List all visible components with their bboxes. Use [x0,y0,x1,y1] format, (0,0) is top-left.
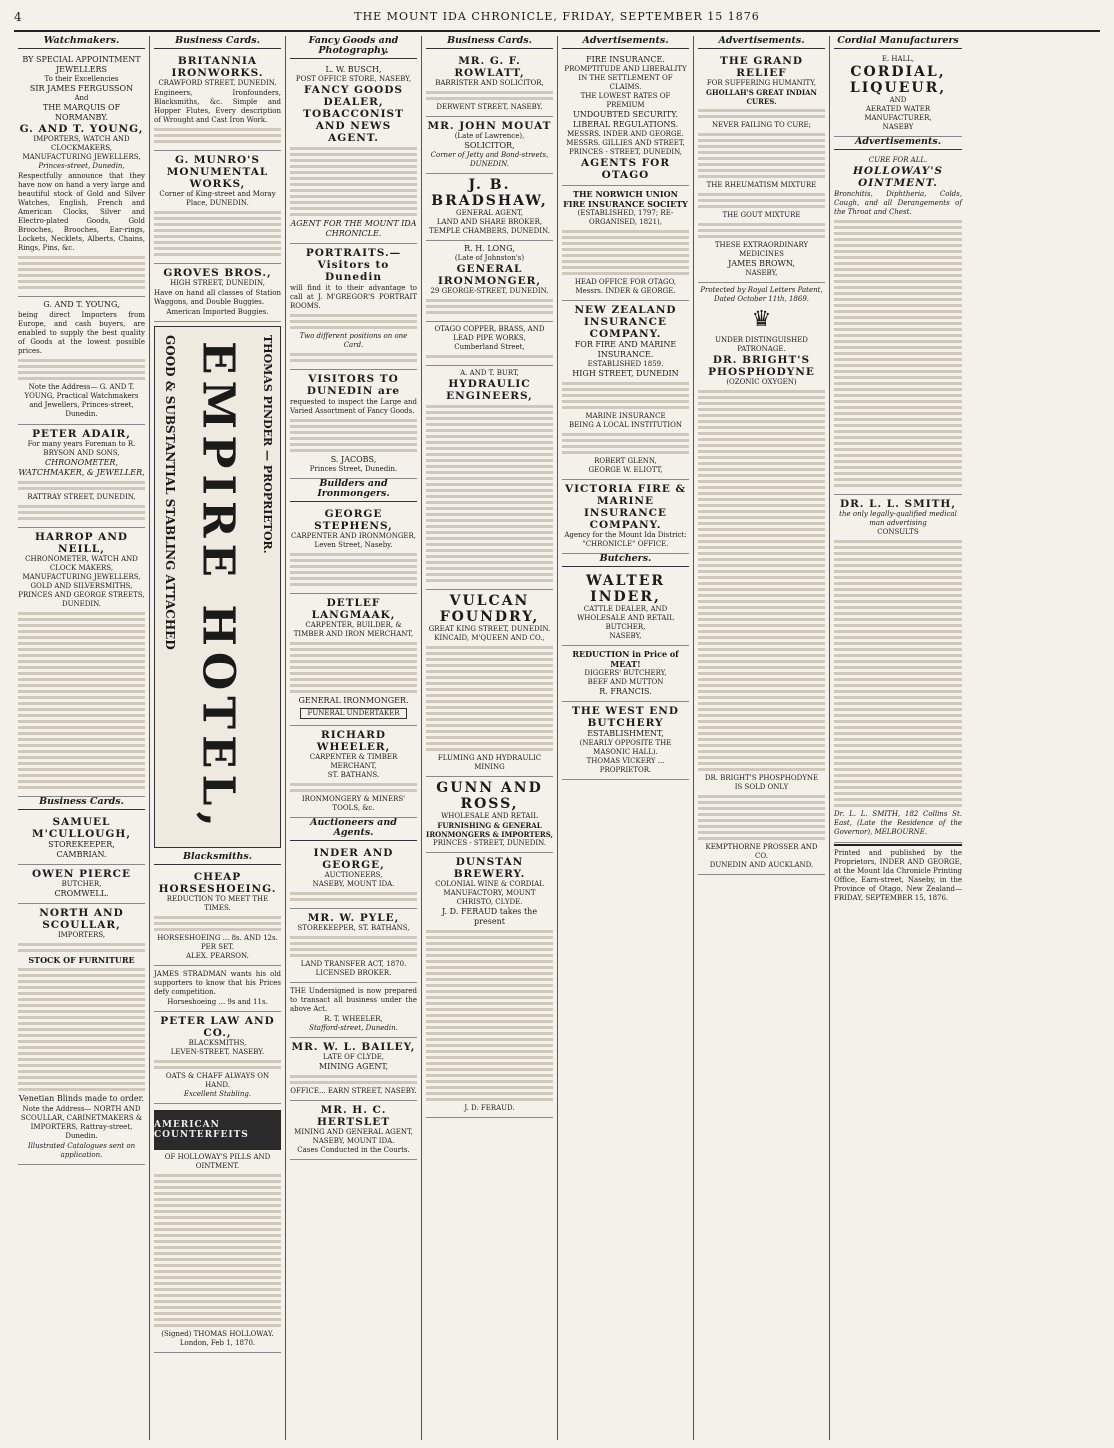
column-5 [558,36,694,1440]
masthead-title: THE MOUNT IDA CHRONICLE, FRIDAY, SEPTEMBER 15 1876 [354,10,760,23]
ad-body: Respectfully announce that they have now on hand a very large and beautiful stock of Gold and Silver Watches, English, French and American Clocks, Silver and Electro-plated Goods, Gold Brooches, Brooches, Ear-rings, Lockets, Necklets, Alberts, Chains, Rings, Pins, &c. [18,172,145,252]
ad-text: NEVER FAILING TO CURE; [712,121,811,129]
banner-stabling: GOOD & SUBSTANTIAL STABLING ATTACHED [163,335,177,650]
ad-subtitle: LATE OF CLYDE, [322,1053,385,1061]
ad-body: Bronchitis, Diphtheria, Colds, Cough, and all Derangements of the Throat and Chest. [834,190,962,216]
ad-address: OFFICE... EARN STREET, NASEBY. [290,1087,417,1095]
ad-diggers-butchery [562,646,689,702]
ad-title: VICTORIA FIRE & MARINE INSURANCE COMPANY. [564,483,687,531]
ad-subtitle: COLONIAL WINE & CORDIAL MANUFACTORY, MOUNT CHRISTO, CLYDE. [435,880,544,906]
ad-address: Cumberland Street, [454,343,525,351]
ad-price: Horseshoeing ... 9s and 11s. [167,998,268,1006]
ad-body: OATS & CHAFF ALWAYS ON HAND. [165,1072,270,1089]
ad-address: DERWENT STREET, NASEBY. [436,103,543,111]
ad-address: NASEBY, MOUNT IDA. [312,1137,395,1145]
ad-firm-name: A. AND T. BURT, [460,369,519,377]
ad-address: 29 GEORGE-STREET, DUNEDIN. [430,287,549,295]
ad-address: GREAT KING STREET, DUNEDIN. [428,625,551,633]
ad-john-mouat [426,117,553,174]
ad-text: UNDOUBTED SECURITY. [573,110,678,119]
ad-norwich-union [562,186,689,301]
ad-signature: (Signed) THOMAS HOLLOWAY. [161,1330,274,1338]
ad-name: ALEX. PEARSON. [186,952,249,960]
ad-address: PRINCES - STREET, DUNEDIN. [432,839,547,847]
ad-hertslet [290,1101,417,1160]
section-heading: Builders and Ironmongers. [290,479,417,502]
ad-title: NEW ZEALAND INSURANCE COMPANY. [574,304,677,340]
ad-note: Note the Address— G. AND T. YOUNG, Practical Watchmakers and Jewellers, Princes-street, Dunedin. [24,383,139,418]
ad-address: CRAWFORD STREET, DUNEDIN. [158,79,277,87]
royal-crest-icon: ♛ [751,307,772,332]
ad-title: STOCK OF FURNITURE [28,955,135,965]
ad-detlef-langmaak [290,594,417,726]
ad-footer: American Imported Buggies. [166,308,269,316]
ad-agent: GEORGE W. ELIOTT, [588,466,663,474]
ad-victoria-fire [562,480,689,554]
ad-subtitle: REDUCTION TO MEET THE TIMES. [166,895,269,912]
ad-footer: DR. BRIGHT'S PHOSPHODYNE [704,774,819,782]
section-heading: Business Cards. [18,797,145,810]
ad-title: CHRONOMETER, WATCHMAKER, & JEWELLER, [18,458,145,477]
ad-body: requested to inspect the Large and Varied Assortment of Fancy Goods. [290,398,417,415]
ad-title: HYDRAULIC ENGINEERS, [446,378,533,402]
ad-text: LIBERAL REGULATIONS. [572,120,679,129]
ad-subtitle: the only legally-qualified medical man advertising [839,510,957,527]
ad-subtitle: CONSULTS [877,528,919,536]
ad-marine: MARINE INSURANCE [585,412,666,420]
ad-agent: AGENT FOR THE MOUNT IDA CHRONICLE. [290,219,417,238]
section-heading: Fancy Goods and Photography. [290,36,417,59]
ad-address: NASEBY, MOUNT IDA. [312,880,395,888]
ad-established: ESTABLISHED 1859. [587,360,664,368]
ad-subtitle: ESTABLISHMENT, [587,729,664,738]
ad-dunstan-brewery [426,853,553,1118]
ad-subtitle: FOR FIRE AND MARINE INSURANCE. [574,340,677,359]
ad-firm-name: NORTH AND SCOULLAR, [39,907,124,931]
ad-address: DUNEDIN AND AUCKLAND. [709,861,814,869]
ad-rowlatt [426,52,553,117]
ad-title: PORTRAITS.—Visitors to Dunedin [305,247,402,283]
ad-price: HORSESHOEING ... 8s. AND 12s. PER SET. [157,934,278,951]
ad-walter-inder [562,570,689,646]
ad-busch [290,62,417,244]
ad-holloways-ointment [834,153,962,495]
ad-subtitle: (Late of Johnston's) [454,254,525,262]
ad-subtitle: BEEF AND MUTTON [587,678,664,686]
ad-sold: IS SOLD ONLY [734,783,789,791]
ad-address: Leven Street, Naseby. [314,541,393,549]
page-number: 4 [14,10,22,24]
ad-subtitle: IMPORTERS, [57,931,106,939]
ad-general-ironmonger: GENERAL IRONMONGER. [298,696,409,705]
ad-footer: Cases Conducted in the Courts. [297,1146,410,1154]
ad-footer: Excellent Stabling. [183,1090,252,1098]
ad-inder-and-george [290,844,417,909]
ad-subtitle: (Late of Lawrence), [454,132,525,140]
ad-address: CAMBRIAN. [56,850,107,859]
ad-otago-copper [426,322,553,366]
ad-title: THE NORWICH UNION FIRE INSURANCE SOCIETY [563,189,688,209]
ad-body: JAMES STRADMAN wants his old supporters to know that his Prices defy competition. [154,970,281,996]
ad-catalogue-note: Illustrated Catalogues sent on application. [27,1142,136,1159]
ad-firm-name: INDER AND GEORGE, [313,847,394,871]
ad-subtitle: GENERAL AGENT, [456,209,523,217]
section-heading: Advertisements. [698,36,825,49]
ad-r-h-long [426,241,553,322]
ad-subtitle: IMPORTERS, WATCH AND CLOCKMAKERS, MANUFACTURING JEWELLERS, [22,135,141,161]
ad-nz-insurance [562,301,689,480]
ad-subtitle: AUCTIONEERS, [324,871,383,879]
ad-firm-name: L. W. BUSCH, [325,65,382,74]
ad-footer: FLUMING AND HYDRAULIC MINING [437,754,542,771]
ad-james-stradman [154,966,281,1012]
ad-title: GENERAL IRONMONGER, [437,263,542,287]
ad-text: THE RHEUMATISM MIXTURE [706,181,817,189]
ad-cheap-horseshoeing [154,868,281,966]
ad-harrop-and-neill [18,528,145,797]
ad-body: Agency for the Mount Ida District: "CHRONICLE" OFFICE. [564,531,687,548]
empire-hotel-banner [154,326,281,848]
ad-subtitle: (OZONIC OXYGEN) [726,378,797,386]
ad-george-stephens [290,505,417,594]
ad-groves-bros [154,264,281,322]
ad-firm-name: DIGGERS' BUTCHERY, [584,669,667,677]
ad-heading: OF HOLLOWAY'S PILLS AND OINTMENT. [164,1153,271,1170]
ad-firm-name: PETER LAW AND CO., [160,1015,275,1039]
ad-firm-name: GEORGE STEPHENS, [314,508,393,532]
ad-address: CROMWELL. [54,889,109,898]
section-heading: Business Cards. [426,36,553,49]
ad-peter-law [154,1012,281,1104]
ad-firm-name: E. HALL, [881,55,915,63]
ad-subtitle: KINCAID, M'QUEEN AND CO., [434,634,545,642]
ad-patronage: UNDER DISTINGUISHED PATRONAGE. [715,336,808,353]
ad-subtitle: CARPENTER AND IRONMONGER, [290,532,417,540]
ad-title: DR. BRIGHT'S PHOSPHODYNE [708,354,815,378]
ad-agents: KEMPTHORNE PROSSER AND CO. [705,843,818,860]
column-7 [830,36,966,1440]
ad-e-hall [834,52,962,137]
ad-firm-name: PETER ADAIR, [32,428,131,440]
ad-grand-relief [698,52,825,283]
ad-title: FURNISHING & GENERAL IRONMONGERS & IMPORTERS, [426,821,553,839]
ad-title: OTAGO COPPER, BRASS, AND LEAD PIPE WORKS, [434,325,545,342]
ad-firm-name: G. MUNRO'S MONUMENTAL WORKS, [166,154,269,190]
ad-title: THE GRAND RELIEF [720,55,803,79]
ad-w-l-bailey [290,1038,417,1101]
ad-firm-name: MR. W. L. BAILEY, [291,1041,416,1053]
ad-name: THOMAS VICKERY ... PROPRIETOR. [586,757,665,774]
ad-firm-name: WALTER INDER, [585,573,666,605]
ad-text: PROMPTITUDE AND LIBERALITY IN THE SETTLEMENT OF CLAIMS. [564,65,687,91]
column-2 [150,36,286,1440]
ad-peter-adair [18,425,145,528]
ad-title: LAND AND SHARE BROKER, [436,218,543,226]
ad-samuel-mcullough [18,813,145,865]
ad-firm-name: CHEAP HORSESHOEING. [158,871,277,895]
ad-body: will find it to their advantage to call at J. M'GREGOR'S PORTRAIT ROOMS. [290,284,417,310]
ad-gunn-and-ross [426,777,553,853]
ad-firm-name: BRITANNIA IRONWORKS. [171,55,264,79]
column-3 [286,36,422,1440]
ad-text: THE LOWEST RATES OF PREMIUM [580,92,671,109]
ad-signature: J. D. FERAUD. [464,1104,515,1112]
ad-address: PRINCES - STREET, DUNEDIN, [568,148,683,156]
ad-agents: Messrs. INDER & GEORGE. [575,287,676,295]
ad-text: THE GOUT MIXTURE [722,211,801,219]
ad-firm-name: G. AND T. YOUNG, [43,300,120,309]
ad-holloway-counterfeits [154,1104,281,1353]
ad-firm-name: DR. L. L. SMITH, [839,498,957,510]
ad-firm-name: GROVES BROS., [163,267,272,279]
ad-g-and-t-young [18,52,145,297]
section-heading: Blacksmiths. [154,852,281,865]
ad-local: BEING A LOCAL INSTITUTION [569,421,682,429]
ad-subtitle: STOREKEEPER, ST. BATHANS, [297,924,410,932]
ad-address: Stafford-street, Dunedin. [309,1024,398,1032]
ad-firm-name: OWEN PIERCE [31,868,132,880]
ad-text: GHOLLAH'S GREAT INDIAN CURES. [706,88,817,106]
ad-subtitle: BUTCHER, [61,880,102,888]
ad-footer: HEAD OFFICE FOR OTAGO, [574,278,677,286]
ad-subtitle: CARPENTER, BUILDER, & TIMBER AND IRON MERCHANT, [293,621,414,638]
ad-title: DUNSTAN BREWERY. [453,856,526,880]
ad-footer: Venetian Blinds made to order. [18,1094,145,1103]
ad-address: POST OFFICE STORE, NASEBY, [295,75,412,83]
ad-footer: FUNERAL UNDERTAKER [300,708,407,719]
ad-firm-name: VULCAN FOUNDRY, [439,593,540,625]
section-heading: Advertisements. [834,137,962,150]
ad-firm-name: DETLEF LANGMAAK, [311,597,396,621]
ad-address: ST. BATHANS. [327,771,380,779]
newspaper-columns [14,36,1104,1440]
ad-bradshaw [426,174,553,241]
ad-heading: BY SPECIAL APPOINTMENT JEWELLERS [22,55,141,74]
ad-firm-name: SAMUEL M'CULLOUGH, [32,816,131,840]
ad-subtitle: AND [889,96,907,104]
ad-visitors-to-dunedin [290,370,417,479]
ad-date: London, Feb 1, 1870. [179,1339,256,1347]
ad-title: CORDIAL, LIQUEUR, [849,64,947,96]
ad-note: Two different positions on one Card. [299,332,408,349]
ad-firm-name: MR. H. C. HERTSLET [316,1104,391,1128]
ad-address: Corner of King-street and Moray Place, DUNEDIN. [159,190,276,207]
ad-text: SIR JAMES FERGUSSON [29,84,134,93]
section-heading: Watchmakers. [18,36,145,49]
ad-text: And [74,94,89,102]
ad-subtitle: CARPENTER & TIMBER MERCHANT, [309,753,398,770]
column-1 [14,36,150,1440]
ad-west-end-butchery [562,702,689,780]
section-heading: Advertisements. [562,36,689,49]
ad-note: Note the Address— NORTH AND SCOULLAR, CABINETMAKERS & IMPORTERS, Rattray-street, Dunedin. [20,1105,143,1140]
ad-footer: Dr. L. L. SMITH, 182 Collins St. East, (Late the Residence of the Governor), MELBOURNE. [834,810,962,836]
ad-body: Have on hand all classes of Station Waggons, and Double Buggies. [154,289,281,306]
ad-firm-name: HARROP AND NEILL, [34,531,129,555]
ad-body: being direct Importers from Europe, and cash buyers, are enabled to supply the best quality of Goods at the lowest possible prices. [18,311,145,355]
ad-firm-name: J. D. FERAUD takes the present [441,907,538,926]
ad-subtitle: AERATED WATER MANUFACTURER, [864,105,932,122]
ad-subtitle: CATTLE DEALER, AND WHOLESALE AND RETAIL BUTCHER, [577,605,674,631]
ad-footer: LICENSED BROKER. [315,969,392,977]
ad-britannia-ironworks [154,52,281,151]
ad-agent: ROBERT GLENN, [594,457,657,465]
ad-address: (NEARLY OPPOSITE THE MASONIC HALL). [579,739,672,756]
page-header [14,8,1100,32]
ad-phosphodyne [698,283,825,875]
ad-address: NASEBY, [609,632,642,640]
ad-owen-pierce [18,865,145,904]
ad-name: R. T. WHEELER, [324,1015,383,1023]
ad-address: LEVEN-STREET, NASEBY. [170,1048,265,1056]
ad-firm-name: RICHARD WHEELER, [316,729,391,753]
ad-address: PRINCES AND GEORGE STREETS, DUNEDIN. [18,591,145,608]
ad-address: Princes Street, Dunedin. [309,465,398,473]
ad-address: RATTRAY STREET, DUNEDIN, [27,493,136,501]
ad-name: R. FRANCIS. [599,687,652,696]
ad-tag: CURE FOR ALL. [868,156,928,164]
section-heading: Auctioneers and Agents. [290,818,417,841]
ad-title: REDUCTION in Price of MEAT! [572,649,679,669]
ad-a-and-t-burt [426,366,553,590]
banner-proprietor: THOMAS PINDER — PROPRIETOR. [261,335,274,554]
ad-address: Princes-street, Dunedin, [38,162,125,170]
ad-subtitle: (ESTABLISHED, 1797; RE-ORGANISED, 1821), [577,209,674,226]
ad-vulcan-foundry [426,590,553,777]
ad-address: NASEBY [882,123,914,131]
ad-firm-name: MR. JOHN MOUAT [427,120,552,132]
ad-title: FANCY GOODS DEALER, TOBACCONIST AND NEWS AGENT. [303,84,404,144]
ad-firm-name: MR. G. F. ROWLATT, [454,55,525,79]
ad-subtitle: WHOLESALE AND RETAIL [441,812,538,820]
imprint: Printed and published by the Proprietors, INDER AND GEORGE, at the Mount Ida Chronicle Printing Office, Earn-street, Naseby, in the Province of Otago, New Zealand—FRIDAY, SEPTEMBER 15, 1876. [834,844,962,903]
ad-address: NASEBY, [745,269,778,277]
ad-text: THESE EXTRAORDINARY MEDICINES [714,241,809,258]
ad-firm-name: S. JACOBS, [330,455,377,464]
ad-subtitle: FOR SUFFERING HUMANITY, [706,79,817,87]
ad-subtitle: BLACKSMITHS, [188,1039,247,1047]
ad-portraits [290,244,417,370]
ad-title: FIRE INSURANCE. [586,55,665,64]
ad-address: Corner of Jetty and Bond-streets, DUNEDIN. [430,151,549,168]
ad-w-pyle [290,909,417,983]
ad-subtitle: AGENTS FOR OTAGO [580,157,671,181]
ad-subtitle: GOLD AND SILVERSMITHS, [30,582,133,590]
ad-g-and-t-young-2 [18,297,145,425]
section-heading: Business Cards. [154,36,281,49]
banner-title: EMPIRE HOTEL, [192,341,244,833]
ad-firm-name: GUNN AND ROSS, [436,780,543,812]
ad-agents: MESSRS. INDER AND GEORGE. [567,130,684,138]
ad-subtitle: CHRONOMETER, WATCH AND CLOCK MAKERS, MANUFACTURING JEWELLERS, [22,555,141,581]
ad-text: To their Excellencies [44,75,119,83]
ad-subtitle: For many years Foreman to R. BRYSON AND SONS, [27,440,136,457]
ad-subtitle: BARRISTER AND SOLICITOR, [435,79,544,87]
ad-patent: Protected by Royal Letters Patent, Dated October 11th, 1869. [700,286,823,303]
column-6 [694,36,830,1440]
ad-title: SOLICITOR, [464,141,515,150]
ad-subtitle: STOREKEEPER, [48,840,115,849]
ad-firm-name: MR. W. PYLE, [307,912,400,924]
ad-address: HIGH STREET, DUNEDIN [572,369,679,378]
ad-firm-name: MESSRS. GILLIES AND STREET, [566,139,685,147]
ad-footer: IRONMONGERY & MINERS' TOOLS, &c. [301,795,406,812]
ad-text: THE MARQUIS OF NORMANBY. [42,103,121,122]
ad-dr-smith [834,495,962,843]
section-heading: Cordial Manufacturers [834,36,962,49]
ad-fire-insurance [562,52,689,186]
column-4 [422,36,558,1440]
ad-munro-monumental [154,151,281,264]
ad-body: Engineers, Ironfounders, Blacksmiths, &c. Simple and Hopper Flutes, Every description of Wrought and Cast Iron Work. [154,89,281,124]
ad-wheeler-broker [290,983,417,1038]
ad-title: LAND TRANSFER ACT, 1870. [300,960,407,968]
ad-firm-name: G. AND T. YOUNG, [19,123,144,135]
section-heading: Butchers. [562,554,689,567]
ad-firm-name: J. B. BRADSHAW, [431,177,548,209]
ad-richard-wheeler [290,726,417,818]
ad-body: THE Undersigned is now prepared to transact all business under the above Act. [290,987,417,1013]
ad-title: HOLLOWAY'S OINTMENT. [852,165,944,189]
counterfeits-engraving: AMERICAN COUNTERFEITS [154,1110,281,1150]
ad-title: VISITORS TO DUNEDIN are [306,373,401,397]
ad-north-and-scoullar [18,904,145,1165]
ad-subtitle: MINING AND GENERAL AGENT, [294,1128,413,1136]
ad-firm-name: R. H. LONG, [464,244,515,253]
ad-firm-name: JAMES BROWN, [728,259,795,268]
ad-address: HIGH STREET, DUNEDIN, [170,279,265,287]
ad-address: TEMPLE CHAMBERS, DUNEDIN. [429,227,550,235]
ad-title: THE WEST END BUTCHERY [572,705,679,729]
ad-title: MINING AGENT, [318,1062,389,1071]
